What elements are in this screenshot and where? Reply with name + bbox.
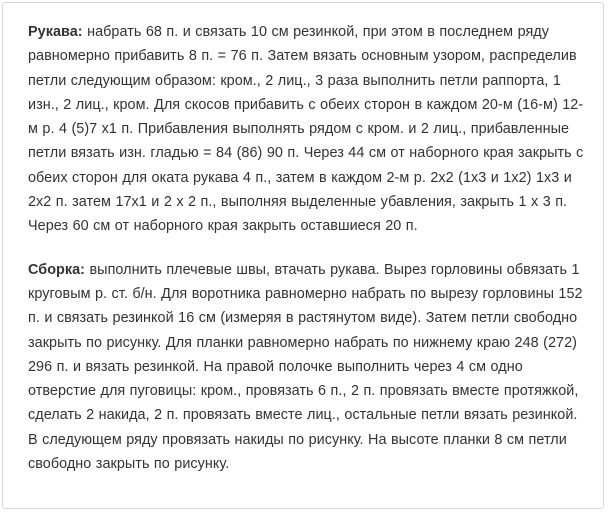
sleeves-heading: Рукава: bbox=[28, 24, 83, 40]
assembly-text: выполнить плечевые швы, втачать рукава. Вырез горловины обвязать 1 круговым р. ст. б/н. Для воротника равномерно набрать по вырезу горловины 152 п. и связать резинкой 16 см (измеряя в растянутом виде). Затем петли свободно закрыть по рисунку. Для планки равномерно набрать по нижнему краю 248 (272) 296 п. и вязать резинкой. На правой полочке выполнить через 4 см одно отверстие для пуговицы: кром., провязать 6 п., 2 п. провязать вместе протяжкой, сделать 2 накида, 2 п. провязать вместе лиц., остальные петли вязать резинкой. В следующем ряду провязать накиды по рисунку. На высоте планки 8 см петли свободно закрыть по рисунку. bbox=[28, 261, 583, 473]
assembly-paragraph bbox=[28, 258, 586, 477]
sleeves-paragraph bbox=[28, 20, 586, 239]
sleeves-text: набрать 68 п. и связать 10 см резинкой, при этом в последнем ряду равномерно прибавить 8 п. = 76 п. Затем вязать основным узором, распределив петли следующим образом: кром., 2 лиц., 3 раза выполнить петли раппорта, 1 изн., 2 лиц., кром. Для скосов прибавить с обеих сторон в каждом 20-м (16-м) 12-м р. 4 (5)7 х1 п. Прибавления выполнять рядом с кром. и 2 лиц., прибавленные петли вязать изн. гладью = 84 (86) 90 п. Через 44 см от наборного края закрыть с обеих сторон для оката рукава 4 п., затем в каждом 2-м р. 2х2 (1х3 и 1х2) 1х3 и 2х2 п. затем 17х1 и 2 х 2 п., выполняя выделенные убавления, закрыть 1 х 3 п. Через 60 см от наборного края закрыть оставшиеся 20 п. bbox=[28, 24, 584, 235]
assembly-heading: Сборка: bbox=[28, 261, 86, 278]
instructions-card bbox=[2, 2, 604, 509]
